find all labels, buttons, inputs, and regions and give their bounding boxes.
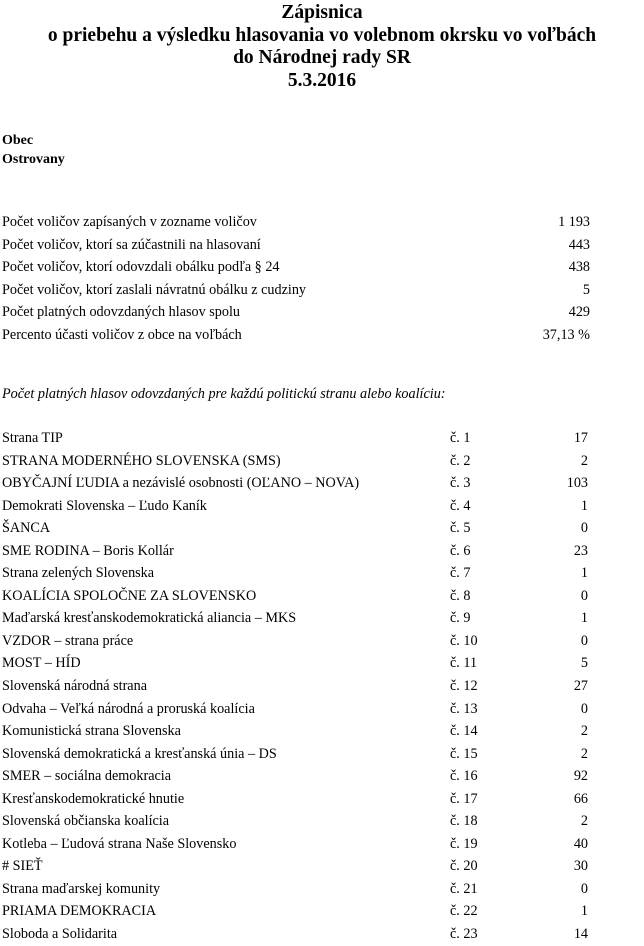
party-votes: 1 bbox=[580, 497, 588, 514]
stat-label: Počet platných odovzdaných hlasov spolu bbox=[2, 304, 240, 321]
party-number: č. 16 bbox=[450, 768, 478, 785]
party-votes: 17 bbox=[573, 430, 588, 446]
party-name: STRANA MODERNÉHO SLOVENSKA (SMS) bbox=[2, 452, 281, 469]
party-name: Komunistická strana Slovenska bbox=[2, 723, 181, 740]
municipality-label: Obec bbox=[2, 133, 34, 148]
party-votes: 92 bbox=[573, 768, 588, 785]
party-name: ŠANCA bbox=[2, 520, 51, 537]
party-number: č. 15 bbox=[450, 745, 478, 762]
party-row bbox=[2, 810, 588, 833]
party-row bbox=[2, 923, 588, 946]
party-name: OBYČAJNÍ ĽUDIA a nezávislé osobnosti (OĽANO – NOVA) bbox=[2, 475, 360, 492]
party-name: Strana zelených Slovenska bbox=[2, 565, 155, 582]
party-number: č. 5 bbox=[450, 520, 471, 537]
party-votes: 14 bbox=[573, 926, 588, 943]
stat-label: Počet voličov zapísaných v zozname voličov bbox=[2, 214, 257, 230]
party-number: č. 22 bbox=[450, 903, 478, 920]
stat-row bbox=[2, 234, 590, 257]
party-votes: 103 bbox=[566, 475, 588, 492]
document-title: Zápisnica bbox=[281, 2, 363, 23]
party-number: č. 2 bbox=[450, 452, 471, 469]
party-votes: 0 bbox=[580, 520, 588, 537]
party-row bbox=[2, 427, 588, 450]
party-row bbox=[2, 450, 588, 473]
party-row bbox=[2, 833, 588, 856]
party-votes: 0 bbox=[580, 700, 588, 717]
party-row bbox=[2, 765, 588, 788]
party-name: Slovenská národná strana bbox=[2, 678, 147, 695]
stat-row bbox=[2, 211, 590, 234]
party-row bbox=[2, 630, 588, 653]
party-row bbox=[2, 720, 588, 743]
party-number: č. 3 bbox=[450, 475, 471, 492]
party-number: č. 12 bbox=[450, 678, 478, 695]
party-number: č. 1 bbox=[450, 430, 471, 446]
party-name: Odvaha – Veľká národná a proruská koalícia bbox=[2, 700, 255, 717]
stat-value: 443 bbox=[568, 236, 590, 253]
party-name: Maďarská kresťanskodemokratická aliancia – MKS bbox=[2, 610, 297, 627]
party-votes: 23 bbox=[573, 542, 588, 559]
party-number: č. 17 bbox=[450, 790, 478, 807]
party-number: č. 18 bbox=[450, 813, 478, 830]
party-row bbox=[2, 900, 588, 923]
party-votes: 5 bbox=[580, 655, 588, 672]
stat-value: 438 bbox=[568, 259, 590, 276]
stat-value: 37,13 % bbox=[542, 326, 590, 343]
party-row bbox=[2, 855, 588, 878]
party-name: Slovenská občianska koalícia bbox=[2, 813, 170, 830]
party-votes: 30 bbox=[573, 858, 588, 875]
turnout-stats bbox=[2, 211, 590, 347]
party-number: č. 4 bbox=[450, 497, 471, 514]
party-votes: 1 bbox=[580, 565, 588, 582]
party-row bbox=[2, 652, 588, 675]
party-name: Strana maďarskej komunity bbox=[2, 880, 161, 897]
party-name: Kotleba – Ľudová strana Naše Slovensko bbox=[2, 835, 237, 852]
party-row bbox=[2, 540, 588, 563]
party-number: č. 8 bbox=[450, 587, 471, 604]
party-row bbox=[2, 472, 588, 495]
election-date: 5.3.2016 bbox=[287, 69, 357, 91]
party-row bbox=[2, 675, 588, 698]
party-name: Sloboda a Solidarita bbox=[2, 926, 118, 943]
document-subtitle: o priebehu a výsledku hlasovania vo volebnom okrsku vo voľbách bbox=[47, 24, 597, 46]
party-votes: 0 bbox=[580, 880, 588, 897]
stat-value: 5 bbox=[582, 281, 590, 298]
party-name: PRIAMA DEMOKRACIA bbox=[2, 903, 157, 920]
party-votes: 66 bbox=[573, 790, 588, 807]
party-votes: 2 bbox=[580, 452, 588, 469]
party-row bbox=[2, 585, 588, 608]
party-votes: 2 bbox=[580, 745, 588, 762]
party-name: Kresťanskodemokratické hnutie bbox=[2, 790, 185, 807]
party-votes: 2 bbox=[580, 813, 588, 830]
party-number: č. 14 bbox=[450, 723, 478, 740]
party-number: č. 19 bbox=[450, 835, 478, 852]
stat-label: Počet voličov, ktorí odovzdali obálku podľa § 24 bbox=[2, 259, 280, 276]
party-row bbox=[2, 495, 588, 518]
party-number: č. 23 bbox=[450, 926, 478, 943]
party-name: VZDOR – strana práce bbox=[2, 632, 134, 649]
party-results-list bbox=[2, 427, 588, 946]
party-name: SME RODINA – Boris Kollár bbox=[2, 542, 174, 559]
party-row bbox=[2, 517, 588, 540]
stat-row bbox=[2, 279, 590, 302]
stat-label: Počet voličov, ktorí zaslali návratnú obálku z cudziny bbox=[2, 281, 307, 298]
party-votes: 2 bbox=[580, 723, 588, 740]
party-name: KOALÍCIA SPOLOČNE ZA SLOVENSKO bbox=[2, 587, 257, 604]
party-row bbox=[2, 562, 588, 585]
party-number: č. 6 bbox=[450, 542, 471, 559]
party-name: SMER – sociálna demokracia bbox=[2, 768, 172, 785]
parties-heading: Počet platných hlasov odovzdaných pre každú politickú stranu alebo koalíciu: bbox=[2, 386, 446, 402]
party-row bbox=[2, 788, 588, 811]
stat-row bbox=[2, 324, 590, 347]
party-votes: 1 bbox=[580, 610, 588, 627]
party-number: č. 7 bbox=[450, 565, 471, 582]
document-title-block bbox=[0, 2, 644, 92]
party-name: # SIEŤ bbox=[2, 858, 43, 875]
party-number: č. 11 bbox=[450, 655, 478, 672]
party-row bbox=[2, 743, 588, 766]
party-number: č. 9 bbox=[450, 610, 471, 627]
document-subtitle-2: do Národnej rady SR bbox=[233, 47, 411, 68]
party-name: Demokrati Slovenska – Ľudo Kaník bbox=[2, 497, 207, 514]
party-row bbox=[2, 607, 588, 630]
party-name: Slovenská demokratická a kresťanská únia – DS bbox=[2, 745, 277, 762]
party-votes: 1 bbox=[580, 903, 588, 920]
party-votes: 0 bbox=[580, 632, 588, 649]
party-number: č. 10 bbox=[450, 632, 478, 649]
stat-label: Počet voličov, ktorí sa zúčastnili na hlasovaní bbox=[2, 236, 261, 253]
party-number: č. 21 bbox=[450, 880, 478, 897]
party-name: Strana TIP bbox=[2, 430, 63, 446]
party-name: MOST – HÍD bbox=[2, 655, 81, 672]
stat-label: Percento účasti voličov z obce na voľbách bbox=[2, 326, 242, 343]
municipality-name: Ostrovany bbox=[2, 152, 65, 167]
stat-value: 429 bbox=[568, 304, 590, 321]
party-number: č. 20 bbox=[450, 858, 478, 875]
party-number: č. 13 bbox=[450, 700, 478, 717]
party-row bbox=[2, 878, 588, 901]
party-votes: 0 bbox=[580, 587, 588, 604]
stat-row bbox=[2, 256, 590, 279]
party-votes: 40 bbox=[573, 835, 588, 852]
party-row bbox=[2, 698, 588, 721]
stat-value: 1 193 bbox=[558, 214, 590, 230]
party-votes: 27 bbox=[573, 678, 588, 695]
stat-row bbox=[2, 301, 590, 324]
